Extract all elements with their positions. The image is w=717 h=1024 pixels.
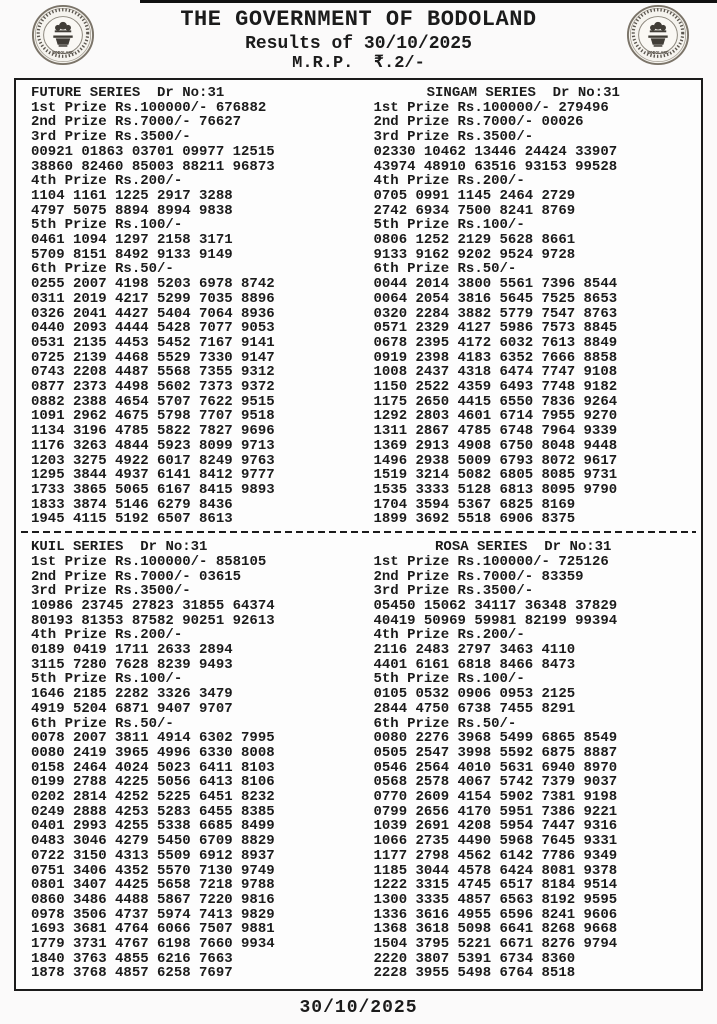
winning-numbers-row: 0105 0532 0906 0953 2125 bbox=[373, 686, 576, 703]
winning-numbers-row: 0320 2284 3882 5779 7547 8763 bbox=[373, 305, 618, 322]
prize-winner: 83359 bbox=[541, 568, 584, 585]
winning-numbers-row: 4797 5075 8894 8994 9838 bbox=[31, 202, 233, 219]
winning-numbers-row: 1039 2691 4208 5954 7447 9316 bbox=[373, 818, 618, 835]
prize-line bbox=[31, 130, 355, 145]
prize-label: 5th Prize Rs.100/- bbox=[31, 217, 183, 234]
header-text-block bbox=[0, 0, 717, 73]
prize-label: 6th Prize Rs.50/- bbox=[31, 715, 174, 732]
government-seal-icon bbox=[29, 3, 97, 67]
prize-winner: 676882 bbox=[215, 99, 267, 116]
winning-numbers-row: 0751 3406 4352 5570 7130 9749 bbox=[31, 862, 275, 879]
winning-numbers-row: 0064 2054 3816 5645 7525 8653 bbox=[373, 290, 618, 307]
prize-line bbox=[31, 218, 355, 233]
series-divider bbox=[21, 530, 696, 533]
series-title bbox=[374, 540, 698, 555]
prize-label: 2nd Prize Rs.7000/- bbox=[373, 114, 534, 131]
winning-numbers-row: 1066 2735 4490 5968 7645 9331 bbox=[373, 833, 618, 850]
prize-label: 5th Prize Rs.100/- bbox=[373, 671, 525, 688]
winning-numbers-row: 0249 2888 4253 5283 6455 8385 bbox=[31, 803, 275, 820]
winning-numbers-row: 2220 3807 5391 6734 8360 bbox=[373, 950, 576, 967]
winning-numbers-row: 1222 3315 4745 6517 8184 9514 bbox=[373, 877, 618, 894]
winning-numbers-row: 38860 82460 85003 88211 96873 bbox=[31, 158, 275, 175]
document-footer bbox=[0, 991, 717, 1018]
winning-numbers-row: 40419 50969 59981 82199 99394 bbox=[373, 612, 618, 629]
winning-numbers-row: 1300 3335 4857 6563 8192 9595 bbox=[373, 891, 618, 908]
winning-numbers-row: 1945 4115 5192 6507 8613 bbox=[31, 511, 233, 528]
winning-numbers-row: 1733 3865 5065 6167 8415 9893 bbox=[31, 481, 275, 498]
government-seal-icon bbox=[624, 3, 692, 67]
prize-label: 4th Prize Rs.200/- bbox=[31, 627, 183, 644]
winning-numbers-row: 1840 3763 4855 6216 7663 bbox=[31, 950, 233, 967]
winning-numbers-row: 1008 2437 4318 6474 7747 9108 bbox=[373, 364, 618, 381]
winning-numbers-row: 1150 2522 4359 6493 7748 9182 bbox=[373, 379, 618, 396]
winning-numbers-row: 1704 3594 5367 6825 8169 bbox=[373, 496, 576, 513]
prize-winner: 279496 bbox=[558, 99, 609, 116]
winning-numbers-row: 0801 3407 4425 5658 7218 9788 bbox=[31, 877, 275, 894]
winning-numbers-row: 1693 3681 4764 6066 7507 9881 bbox=[31, 921, 275, 938]
winning-numbers-row: 2228 3955 5498 6764 8518 bbox=[373, 965, 576, 982]
winning-numbers-row: 0882 2388 4654 5707 7622 9515 bbox=[31, 393, 275, 410]
winning-numbers-row: 0080 2276 3968 5499 6865 8549 bbox=[373, 730, 618, 747]
prize-line bbox=[374, 174, 698, 189]
prize-label: 3rd Prize Rs.3500/- bbox=[373, 583, 534, 600]
prize-line bbox=[31, 672, 355, 687]
winning-numbers-row: 0189 0419 1711 2633 2894 bbox=[31, 642, 233, 659]
prize-label: 6th Prize Rs.50/- bbox=[373, 715, 517, 732]
series-kuil bbox=[16, 534, 359, 983]
series-name: SINGAM SERIES bbox=[426, 85, 536, 101]
prize-label: 6th Prize Rs.50/- bbox=[373, 261, 517, 278]
series-future bbox=[16, 80, 359, 529]
seal-caption: BODOLAND bbox=[647, 50, 669, 56]
winning-numbers-row: 1295 3844 4937 6141 8412 9777 bbox=[31, 467, 275, 484]
winning-numbers-row: 4919 5204 6871 9407 9707 bbox=[31, 700, 233, 717]
prize-line bbox=[374, 672, 698, 687]
winning-numbers-row: 1311 2867 4785 6748 7964 9339 bbox=[373, 423, 618, 440]
winning-numbers-row: 1779 3731 4767 6198 7660 9934 bbox=[31, 936, 275, 953]
winning-numbers-row: 1369 2913 4908 6750 8048 9448 bbox=[373, 437, 618, 454]
winning-numbers-row: 1104 1161 1225 2917 3288 bbox=[31, 187, 233, 204]
winning-numbers-row: 0743 2208 4487 5568 7355 9312 bbox=[31, 364, 275, 381]
winning-numbers-row: 1646 2185 2282 3326 3479 bbox=[31, 686, 233, 703]
winning-numbers-row: 0799 2656 4170 5951 7386 9221 bbox=[373, 803, 618, 820]
winning-numbers-row: 1292 2803 4601 6714 7955 9270 bbox=[373, 408, 618, 425]
winning-numbers-row: 0044 2014 3800 5561 7396 8544 bbox=[373, 276, 618, 293]
results-date-line: Results of 30/10/2025 bbox=[245, 34, 472, 54]
prize-label: 2nd Prize Rs.7000/- bbox=[31, 568, 191, 585]
seal-caption: BODOLAND bbox=[52, 50, 74, 56]
winning-numbers-row: 05450 15062 34117 36348 37829 bbox=[373, 597, 618, 614]
winning-numbers-row: 0546 2564 4010 5631 6940 8970 bbox=[373, 759, 618, 776]
results-grid bbox=[16, 80, 701, 983]
page-title: THE GOVERNMENT OF BODOLAND bbox=[180, 7, 537, 32]
prize-line bbox=[374, 218, 698, 233]
winning-numbers-row: 0326 2041 4427 5404 7064 8936 bbox=[31, 305, 275, 322]
winning-numbers-row: 0705 0991 1145 2464 2729 bbox=[373, 187, 576, 204]
winning-numbers-row: 0199 2788 4225 5056 6413 8106 bbox=[31, 774, 275, 791]
winning-numbers-row: 0571 2329 4127 5986 7573 8845 bbox=[373, 320, 618, 337]
prize-line bbox=[374, 584, 698, 599]
winning-numbers-row: 1336 3616 4955 6596 8241 9606 bbox=[373, 906, 618, 923]
prize-label: 1st Prize Rs.100000/- bbox=[373, 553, 550, 570]
winning-numbers-row: 1878 3768 4857 6258 7697 bbox=[31, 965, 233, 982]
prize-label: 3rd Prize Rs.3500/- bbox=[373, 129, 534, 146]
prize-line bbox=[31, 555, 355, 570]
prize-label: 4th Prize Rs.200/- bbox=[373, 627, 525, 644]
winning-numbers-row: 1496 2938 5009 6793 8072 9617 bbox=[373, 452, 618, 469]
winning-numbers-row: 0158 2464 4024 5023 6411 8103 bbox=[31, 759, 275, 776]
draw-number: Dr No:31 bbox=[552, 85, 620, 101]
prize-line bbox=[31, 101, 355, 116]
winning-numbers-row: 1203 3275 4922 6017 8249 9763 bbox=[31, 452, 275, 469]
winning-numbers-row: 1185 3044 4578 6424 8081 9378 bbox=[373, 862, 618, 879]
prize-line bbox=[31, 584, 355, 599]
winning-numbers-row: 1175 2650 4415 6550 7836 9264 bbox=[373, 393, 618, 410]
prize-winner: 725126 bbox=[558, 553, 609, 570]
winning-numbers-row: 0806 1252 2129 5628 8661 bbox=[373, 232, 576, 249]
mrp-line: M.R.P. ₹.2/- bbox=[292, 54, 425, 73]
prize-line bbox=[31, 115, 355, 130]
prize-label: 4th Prize Rs.200/- bbox=[31, 173, 183, 190]
winning-numbers-row: 0722 3150 4313 5509 6912 8937 bbox=[31, 847, 275, 864]
winning-numbers-row: 1833 3874 5146 6279 8436 bbox=[31, 496, 233, 513]
draw-number: Dr No:31 bbox=[544, 539, 612, 556]
prize-winner: 00026 bbox=[541, 114, 584, 131]
winning-numbers-row: 0483 3046 4279 5450 6709 8829 bbox=[31, 833, 275, 850]
winning-numbers-row: 1177 2798 4562 6142 7786 9349 bbox=[373, 847, 618, 864]
draw-number: Dr No:31 bbox=[157, 85, 225, 101]
winning-numbers-row: 2742 6934 7500 8241 8769 bbox=[373, 202, 576, 219]
prize-label: 1st Prize Rs.100000/- bbox=[373, 99, 550, 116]
prize-line bbox=[31, 262, 355, 277]
winning-numbers-row: 0678 2395 4172 6032 7613 8849 bbox=[373, 334, 618, 351]
series-title bbox=[374, 86, 698, 101]
winning-numbers-row: 0568 2578 4067 5742 7379 9037 bbox=[373, 774, 618, 791]
winning-numbers-row: 0531 2135 4453 5452 7167 9141 bbox=[31, 334, 275, 351]
prize-line bbox=[31, 717, 355, 732]
series-singam bbox=[359, 80, 702, 529]
winning-numbers-row: 80193 81353 87582 90251 92613 bbox=[31, 612, 275, 629]
prize-label: 2nd Prize Rs.7000/- bbox=[373, 568, 534, 585]
winning-numbers-row: 1091 2962 4675 5798 7707 9518 bbox=[31, 408, 275, 425]
prize-line bbox=[31, 628, 355, 643]
prize-line bbox=[374, 628, 698, 643]
series-title bbox=[31, 540, 355, 555]
winning-numbers-row: 0770 2609 4154 5902 7381 9198 bbox=[373, 789, 618, 806]
series-name: FUTURE SERIES bbox=[31, 85, 141, 101]
draw-number: Dr No:31 bbox=[140, 539, 208, 556]
winning-numbers-row: 4401 6161 6818 8466 8473 bbox=[373, 656, 576, 673]
prize-label: 3rd Prize Rs.3500/- bbox=[31, 129, 191, 146]
winning-numbers-row: 0860 3486 4488 5867 7220 9816 bbox=[31, 891, 275, 908]
winning-numbers-row: 1134 3196 4785 5822 7827 9696 bbox=[31, 423, 275, 440]
winning-numbers-row: 9133 9162 9202 9524 9728 bbox=[373, 246, 576, 263]
prize-label: 4th Prize Rs.200/- bbox=[373, 173, 525, 190]
prize-line bbox=[374, 570, 698, 585]
winning-numbers-row: 0078 2007 3811 4914 6302 7995 bbox=[31, 730, 275, 747]
winning-numbers-row: 0725 2139 4468 5529 7330 9147 bbox=[31, 349, 275, 366]
prize-label: 1st Prize Rs.100000/- bbox=[31, 99, 208, 116]
winning-numbers-row: 1535 3333 5128 6813 8095 9790 bbox=[373, 481, 618, 498]
prize-line bbox=[374, 115, 698, 130]
series-name: ROSA SERIES bbox=[435, 539, 528, 556]
prize-label: 5th Prize Rs.100/- bbox=[31, 671, 183, 688]
winning-numbers-row: 00921 01863 03701 09977 12515 bbox=[31, 143, 275, 160]
results-box bbox=[14, 78, 703, 991]
prize-label: 1st Prize Rs.100000/- bbox=[31, 553, 208, 570]
series-title bbox=[31, 86, 355, 101]
winning-numbers-row: 0202 2814 4252 5225 6451 8232 bbox=[31, 789, 275, 806]
winning-numbers-row: 2844 4750 6738 7455 8291 bbox=[373, 700, 576, 717]
winning-numbers-row: 0080 2419 3965 4996 6330 8008 bbox=[31, 744, 275, 761]
winning-numbers-row: 2116 2483 2797 3463 4110 bbox=[373, 642, 576, 659]
prize-winner: 76627 bbox=[199, 114, 242, 131]
winning-numbers-row: 0440 2093 4444 5428 7077 9053 bbox=[31, 320, 275, 337]
prize-line bbox=[31, 570, 355, 585]
winning-numbers-row: 1519 3214 5082 6805 8085 9731 bbox=[373, 467, 618, 484]
series-name: KUIL SERIES bbox=[31, 539, 124, 556]
winning-numbers-row: 0401 2993 4255 5338 6685 8499 bbox=[31, 818, 275, 835]
winning-numbers-row: 1368 3618 5098 6641 8268 9668 bbox=[373, 921, 618, 938]
prize-line bbox=[374, 130, 698, 145]
series-rosa bbox=[359, 534, 702, 983]
prize-line bbox=[374, 101, 698, 116]
prize-line bbox=[374, 262, 698, 277]
winning-numbers-row: 0877 2373 4498 5602 7373 9372 bbox=[31, 379, 275, 396]
winning-numbers-row: 0255 2007 4198 5203 6978 8742 bbox=[31, 276, 275, 293]
prize-winner: 858105 bbox=[215, 553, 267, 570]
prize-winner: 03615 bbox=[199, 568, 242, 585]
prize-line bbox=[31, 174, 355, 189]
winning-numbers-row: 43974 48910 63516 93153 99528 bbox=[373, 158, 618, 175]
winning-numbers-row: 3115 7280 7628 8239 9493 bbox=[31, 656, 233, 673]
winning-numbers-row: 5709 8151 8492 9133 9149 bbox=[31, 246, 233, 263]
prize-label: 2nd Prize Rs.7000/- bbox=[31, 114, 191, 131]
winning-numbers-row: 0505 2547 3998 5592 6875 8887 bbox=[373, 744, 618, 761]
document-header bbox=[0, 0, 717, 78]
footer-date: 30/10/2025 bbox=[299, 998, 418, 1018]
winning-numbers-row: 0461 1094 1297 2158 3171 bbox=[31, 232, 233, 249]
winning-numbers-row: 1504 3795 5221 6671 8276 9794 bbox=[373, 936, 618, 953]
winning-numbers-row: 0919 2398 4183 6352 7666 8858 bbox=[373, 349, 618, 366]
winning-numbers-row: 1899 3692 5518 6906 8375 bbox=[373, 511, 576, 528]
prize-line bbox=[374, 555, 698, 570]
prize-label: 3rd Prize Rs.3500/- bbox=[31, 583, 191, 600]
prize-line bbox=[374, 717, 698, 732]
winning-numbers-row: 0311 2019 4217 5299 7035 8896 bbox=[31, 290, 275, 307]
winning-numbers-row: 0978 3506 4737 5974 7413 9829 bbox=[31, 906, 275, 923]
winning-numbers-row: 02330 10462 13446 24424 33907 bbox=[373, 143, 618, 160]
winning-numbers-row: 1176 3263 4844 5923 8099 9713 bbox=[31, 437, 275, 454]
winning-numbers-row: 10986 23745 27823 31855 64374 bbox=[31, 597, 275, 614]
prize-label: 5th Prize Rs.100/- bbox=[373, 217, 525, 234]
prize-label: 6th Prize Rs.50/- bbox=[31, 261, 174, 278]
